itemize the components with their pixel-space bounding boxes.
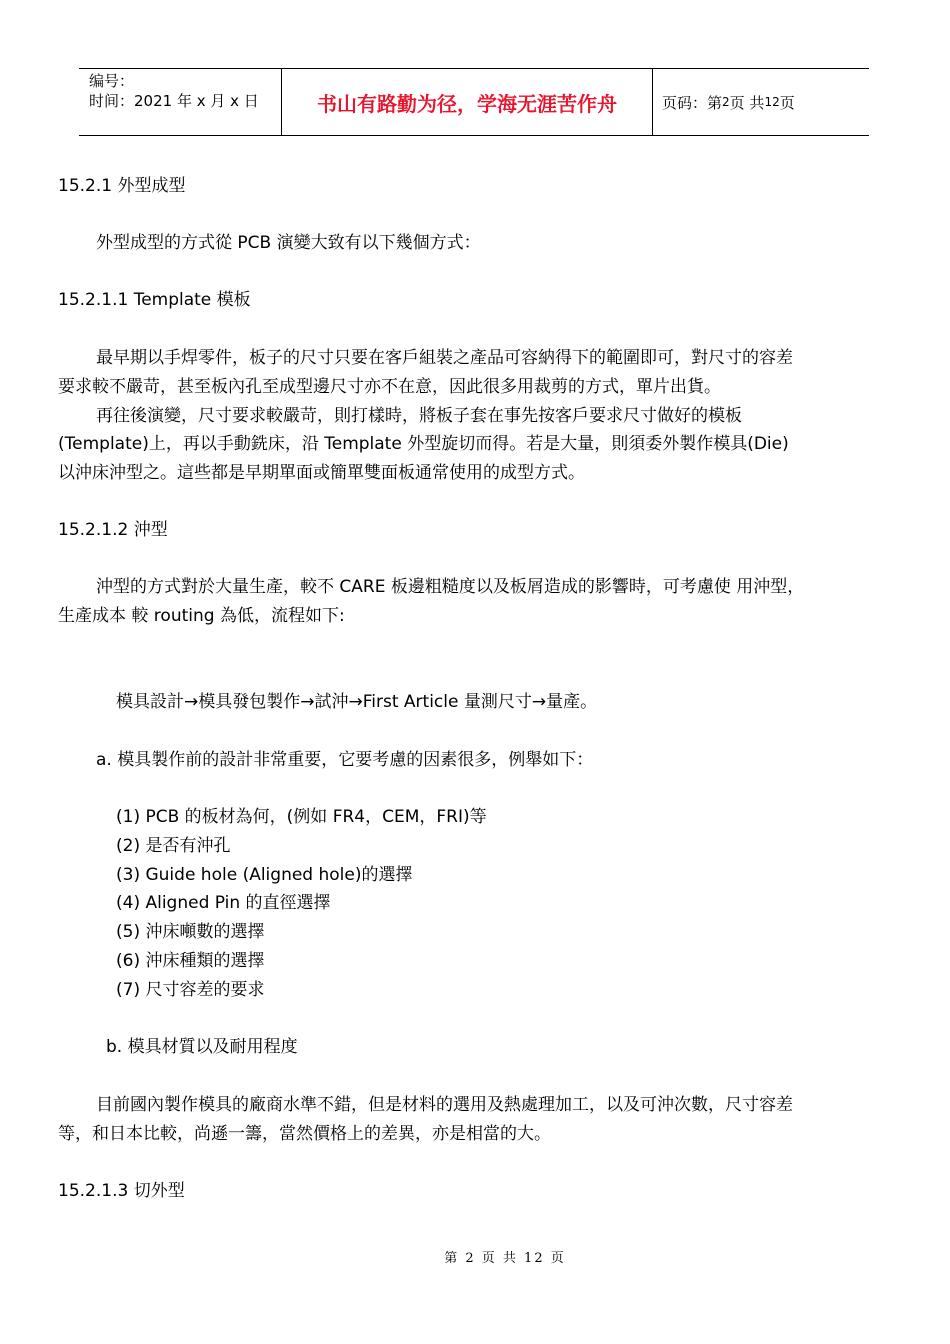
heading-15-2-1-1: 15.2.1.1 Template 模板: [58, 290, 251, 310]
paragraph-4-line-2: 等，和日本比較，尚遜一籌，當然價格上的差異，亦是相當的大。: [58, 1124, 551, 1144]
paragraph-2-line-1: 再往後演變，尺寸要求較嚴苛，則打樣時，將板子套在事先按客戶要求尺寸做好的模板: [96, 406, 742, 426]
paragraph-2-line-3: 以沖床沖型之。這些都是早期單面或簡單雙面板通常使用的成型方式。: [58, 463, 585, 483]
page-suffix: 页: [779, 93, 795, 112]
paragraph-2-line-2: (Template)上，再以手動銑床，沿 Template 外型旋切而得。若是大量，則須委外製作模具(Die): [58, 434, 789, 454]
list-item: (1) PCB 的板材為何，(例如 FR4，CEM，FRI)等: [116, 807, 487, 827]
item-a: a. 模具製作前的設計非常重要，它要考慮的因素很多，例舉如下：: [96, 750, 594, 770]
page-mid: 页 共: [729, 93, 765, 112]
heading-15-2-1: 15.2.1 外型成型: [58, 176, 186, 196]
page-total: 12: [764, 95, 780, 109]
item-b: b. 模具材質以及耐用程度: [106, 1037, 298, 1057]
list-item: (2) 是否有沖孔: [116, 836, 231, 856]
paragraph-1-line-1: 最早期以手焊零件，板子的尺寸只要在客戶組裝之產品可容納得下的範圍即可，對尺寸的容差: [96, 348, 793, 368]
page-footer: 第 2 页 共 12 页: [444, 1251, 566, 1266]
process-flow: 模具設計→模具發包製作→試沖→First Article 量測尺寸→量產。: [116, 692, 598, 712]
list-item: (7) 尺寸容差的要求: [116, 980, 265, 1000]
paragraph-4-line-1: 目前國內製作模具的廠商水準不錯，但是材料的選用及熱處理加工，以及可沖次數，尺寸容差: [96, 1095, 793, 1115]
paragraph-intro: 外型成型的方式從 PCB 演變大致有以下幾個方式：: [96, 233, 481, 253]
page-prefix: 页码：第: [662, 93, 723, 112]
paragraph-3-line-1: 沖型的方式對於大量生產，較不 CARE 板邊粗糙度以及板屑造成的影響時，可考慮使 用沖型，: [96, 577, 805, 597]
list-item: (4) Aligned Pin 的直徑選擇: [116, 893, 331, 913]
motto-text: 书山有路勤为径，学海无涯苦作舟: [317, 91, 617, 116]
paragraph-1-line-2: 要求較不嚴苛，甚至板內孔至成型邊尺寸亦不在意，因此很多用裁剪的方式，單片出貨。: [58, 377, 721, 397]
date-label: 时间：2021 年 x 月 x 日: [89, 92, 259, 110]
page-current: 2: [722, 95, 730, 109]
heading-15-2-1-2: 15.2.1.2 沖型: [58, 520, 168, 540]
list-item: (3) Guide hole (Aligned hole)的選擇: [116, 865, 413, 885]
list-item: (5) 沖床噸數的選擇: [116, 922, 265, 942]
heading-15-2-1-3: 15.2.1.3 切外型: [58, 1181, 185, 1201]
serial-label: 编号：: [89, 72, 135, 90]
list-item: (6) 沖床種類的選擇: [116, 951, 265, 971]
paragraph-3-line-2: 生產成本 較 routing 為低，流程如下:: [58, 606, 345, 626]
